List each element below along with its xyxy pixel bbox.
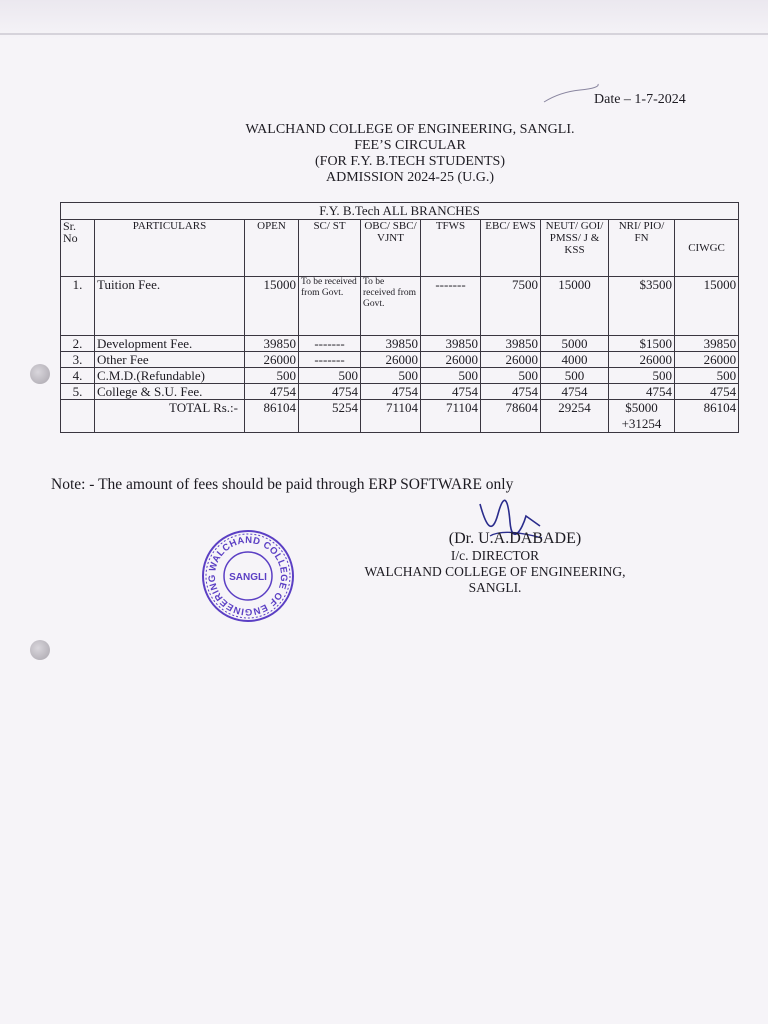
fee-table <box>60 202 739 433</box>
fee-cell: ------- <box>421 277 481 336</box>
signatory-city: SANGLI. <box>468 580 522 595</box>
header-ciwgc: CIWGC <box>675 220 739 277</box>
sr-no: 4. <box>61 368 95 384</box>
total-cell: 29254 <box>541 400 609 433</box>
table-caption: F.Y. B.Tech ALL BRANCHES <box>61 203 739 220</box>
fee-cell: 15000 <box>541 277 609 336</box>
payment-note: Note: - The amount of fees should be paid through ERP SOFTWARE only <box>51 476 514 493</box>
punch-hole-top <box>30 364 50 384</box>
table-row <box>61 384 739 400</box>
total-cell: 5254 <box>299 400 361 433</box>
seal-ring-text: WALCHAND COLLEGE OF ENGINEERING <box>206 534 290 618</box>
header-ebc: EBC/ EWS <box>481 220 541 277</box>
fee-cell: 7500 <box>481 277 541 336</box>
header-tfws: TFWS <box>421 220 481 277</box>
fee-cell: 500 <box>609 368 675 384</box>
total-cell: 86104 <box>245 400 299 433</box>
sr-no: 2. <box>61 336 95 352</box>
admission-year: ADMISSION 2024-25 (U.G.) <box>326 170 494 185</box>
fee-cell: 4754 <box>421 384 481 400</box>
fee-cell: 4754 <box>609 384 675 400</box>
fee-cell: 26000 <box>609 352 675 368</box>
fee-cell: 5000 <box>541 336 609 352</box>
fee-cell: ------- <box>299 336 361 352</box>
fee-cell: 4754 <box>299 384 361 400</box>
fee-cell: $1500 <box>609 336 675 352</box>
fee-cell: 26000 <box>421 352 481 368</box>
fee-cell: 500 <box>361 368 421 384</box>
fee-cell: 26000 <box>675 352 739 368</box>
fee-cell: 39850 <box>481 336 541 352</box>
header-sc-st: SC/ ST <box>299 220 361 277</box>
total-cell: 78604 <box>481 400 541 433</box>
document-date: Date – 1-7-2024 <box>594 92 686 107</box>
total-nri-inr: +31254 <box>621 416 662 431</box>
circular-title: FEE’S CIRCULAR <box>354 138 466 153</box>
total-label: TOTAL Rs.:- <box>95 400 245 433</box>
fee-cell: 4754 <box>541 384 609 400</box>
particular: College & S.U. Fee. <box>95 384 245 400</box>
particular: Tuition Fee. <box>95 277 245 336</box>
header-particulars: PARTICULARS <box>95 220 245 277</box>
fee-cell: 4000 <box>541 352 609 368</box>
fee-cell: 26000 <box>245 352 299 368</box>
circular-audience: (FOR F.Y. B.TECH STUDENTS) <box>315 154 505 169</box>
table-header-row <box>61 220 739 277</box>
total-nri-usd: $5000 <box>625 400 658 415</box>
table-row <box>61 336 739 352</box>
fee-cell: 39850 <box>421 336 481 352</box>
header-neut: NEUT/ GOI/ PMSS/ J & KSS <box>541 220 609 277</box>
table-row <box>61 277 739 336</box>
sr-no: 1. <box>61 277 95 336</box>
header-obc: OBC/ SBC/ VJNT <box>361 220 421 277</box>
particular: Other Fee <box>95 352 245 368</box>
table-row <box>61 352 739 368</box>
fee-cell: 500 <box>421 368 481 384</box>
header-nri: NRI/ PIO/ FN <box>609 220 675 277</box>
fee-cell: 39850 <box>245 336 299 352</box>
fee-cell: To be received from Govt. <box>361 277 421 336</box>
fee-cell: 4754 <box>245 384 299 400</box>
sr-no: 5. <box>61 384 95 400</box>
fee-cell: 500 <box>299 368 361 384</box>
fee-cell: 4754 <box>675 384 739 400</box>
seal-center-text: SANGLI <box>229 572 267 583</box>
total-cell: 71104 <box>361 400 421 433</box>
header-sr-no: Sr. No <box>61 220 95 277</box>
header-open: OPEN <box>245 220 299 277</box>
total-row <box>61 400 739 433</box>
fee-cell: 500 <box>245 368 299 384</box>
particular: C.M.D.(Refundable) <box>95 368 245 384</box>
punch-hole-bottom <box>30 640 50 660</box>
fee-cell: 4754 <box>361 384 421 400</box>
fee-cell: $3500 <box>609 277 675 336</box>
fee-cell: 39850 <box>675 336 739 352</box>
fee-cell: 500 <box>541 368 609 384</box>
fee-cell: To be received from Govt. <box>299 277 361 336</box>
total-cell: 71104 <box>421 400 481 433</box>
fee-cell: 15000 <box>245 277 299 336</box>
signatory-block <box>330 530 660 596</box>
fee-cell: 26000 <box>481 352 541 368</box>
fee-cell: 500 <box>675 368 739 384</box>
total-cell-nri <box>609 400 675 433</box>
college-name: WALCHAND COLLEGE OF ENGINEERING, SANGLI. <box>245 122 575 137</box>
fee-cell: 39850 <box>361 336 421 352</box>
fee-cell: 15000 <box>675 277 739 336</box>
particular: Development Fee. <box>95 336 245 352</box>
signatory-designation: I/c. DIRECTOR <box>450 548 540 563</box>
fee-cell: 26000 <box>361 352 421 368</box>
fee-cell: ------- <box>299 352 361 368</box>
fee-cell: 4754 <box>481 384 541 400</box>
total-cell: 86104 <box>675 400 739 433</box>
college-seal-icon <box>200 528 296 624</box>
fee-cell: 500 <box>481 368 541 384</box>
sr-no: 3. <box>61 352 95 368</box>
paper-fold-line <box>0 33 768 35</box>
total-sr-blank <box>61 400 95 433</box>
pen-mark-icon <box>540 82 600 106</box>
table-row <box>61 368 739 384</box>
signatory-institution: WALCHAND COLLEGE OF ENGINEERING, <box>364 564 626 579</box>
document-heading <box>200 122 620 186</box>
signatory-name: (Dr. U.A.DABADE) <box>448 530 582 547</box>
